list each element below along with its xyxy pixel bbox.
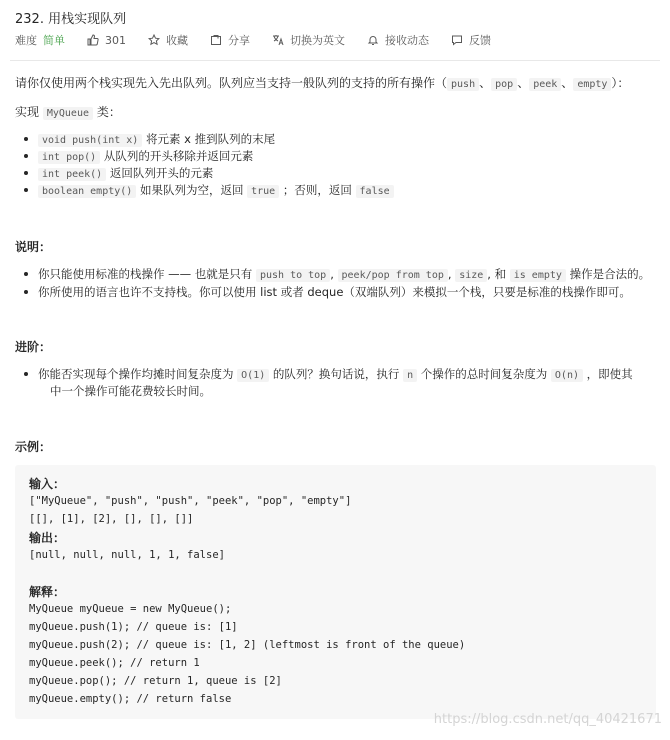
example-input-line-2: [[], [1], [2], [], [], []] — [29, 513, 194, 525]
difficulty-label: 难度 — [15, 34, 37, 47]
example-explain-line: myQueue.peek(); // return 1 — [29, 657, 200, 669]
op-peek-code: peek — [529, 78, 561, 91]
example-explain-line: myQueue.push(2); // queue is: [1, 2] (leftmost is front of the queue) — [29, 639, 466, 651]
switch-language-button[interactable] — [272, 32, 345, 48]
example-input-line-1: ["MyQueue", "push", "push", "peek", "pop", "empty"] — [29, 495, 352, 507]
star-icon — [148, 34, 160, 46]
share-label: 分享 — [228, 34, 250, 47]
translate-icon — [272, 34, 284, 46]
example-explain-line: myQueue.push(1); // queue is: [1] — [29, 621, 238, 633]
feedback-button[interactable] — [451, 32, 491, 48]
difficulty-value: 简单 — [43, 34, 65, 47]
problem-title: 232. 用栈实现队列 — [15, 12, 127, 27]
like-count: 301 — [105, 33, 126, 47]
notify-button[interactable] — [367, 32, 429, 48]
op-empty-code: empty — [573, 78, 611, 91]
favorite-label: 收藏 — [166, 34, 188, 47]
example-explain-line: MyQueue myQueue = new MyQueue(); — [29, 603, 232, 615]
switch-language-label: 切换为英文 — [290, 34, 345, 47]
example-explain-line: myQueue.pop(); // return 1, queue is [2] — [29, 675, 282, 687]
example-output-label: 输出： — [29, 531, 66, 545]
example-block — [15, 465, 656, 719]
favorite-button[interactable] — [148, 32, 188, 48]
example-heading: 示例： — [15, 440, 52, 454]
feedback-label: 反馈 — [469, 34, 491, 47]
method-peek-item: int peek() 返回队列开头的元素 — [38, 165, 213, 181]
advanced-item-continued: 中一个操作可能花费较长时间。 — [50, 384, 211, 398]
advanced-heading: 进阶： — [15, 340, 52, 354]
note-item-1: 你只能使用标准的栈操作 —— 也就是只有 push to top , peek/pop from top , size , 和 is empty 操作是合法的。 — [38, 267, 651, 281]
advanced-item: 你能否实现每个操作均摊时间复杂度为 O(1) 的队列？换句话说，执行 n 个操作的总时间复杂度为 O(n) ，即使其 — [38, 367, 633, 381]
method-push-item: void push(int x) 将元素 x 推到队列的末尾 — [38, 131, 275, 147]
watermark: https://blog.csdn.net/qq_40421671 — [433, 712, 662, 727]
op-push-code: push — [447, 78, 479, 91]
class-name-code: MyQueue — [43, 107, 93, 120]
method-empty-item: boolean empty() 如果队列为空，返回 true ；否则，返回 false — [38, 182, 394, 198]
method-pop-item: int pop() 从队列的开头移除并返回元素 — [38, 148, 253, 164]
like-button[interactable] — [87, 34, 126, 47]
example-input-label: 输入： — [29, 477, 66, 491]
example-explain-line: myQueue.empty(); // return false — [29, 693, 232, 705]
header-divider — [10, 60, 660, 61]
comment-icon — [451, 34, 463, 46]
note-item-2: 你所使用的语言也许不支持栈。你可以使用 list 或者 deque（双端队列）来模拟一个栈，只要是标准的栈操作即可。 — [38, 285, 631, 299]
example-output-line: [null, null, null, 1, 1, false] — [29, 549, 225, 561]
notes-heading: 说明： — [15, 240, 52, 254]
intro-paragraph: 请你仅使用两个栈实现先入先出队列。队列应当支持一般队列的支持的所有操作（ push 、 pop 、 peek 、 empty ）： — [15, 76, 630, 90]
op-pop-code: pop — [491, 78, 517, 91]
implement-paragraph: 实现 MyQueue 类： — [15, 105, 121, 119]
share-icon — [210, 34, 222, 46]
share-button[interactable] — [210, 32, 250, 48]
example-explain-label: 解释： — [29, 585, 66, 599]
notify-label: 接收动态 — [385, 34, 429, 47]
meta-bar — [15, 32, 513, 48]
thumbs-up-icon — [87, 34, 99, 46]
bell-icon — [367, 34, 379, 46]
